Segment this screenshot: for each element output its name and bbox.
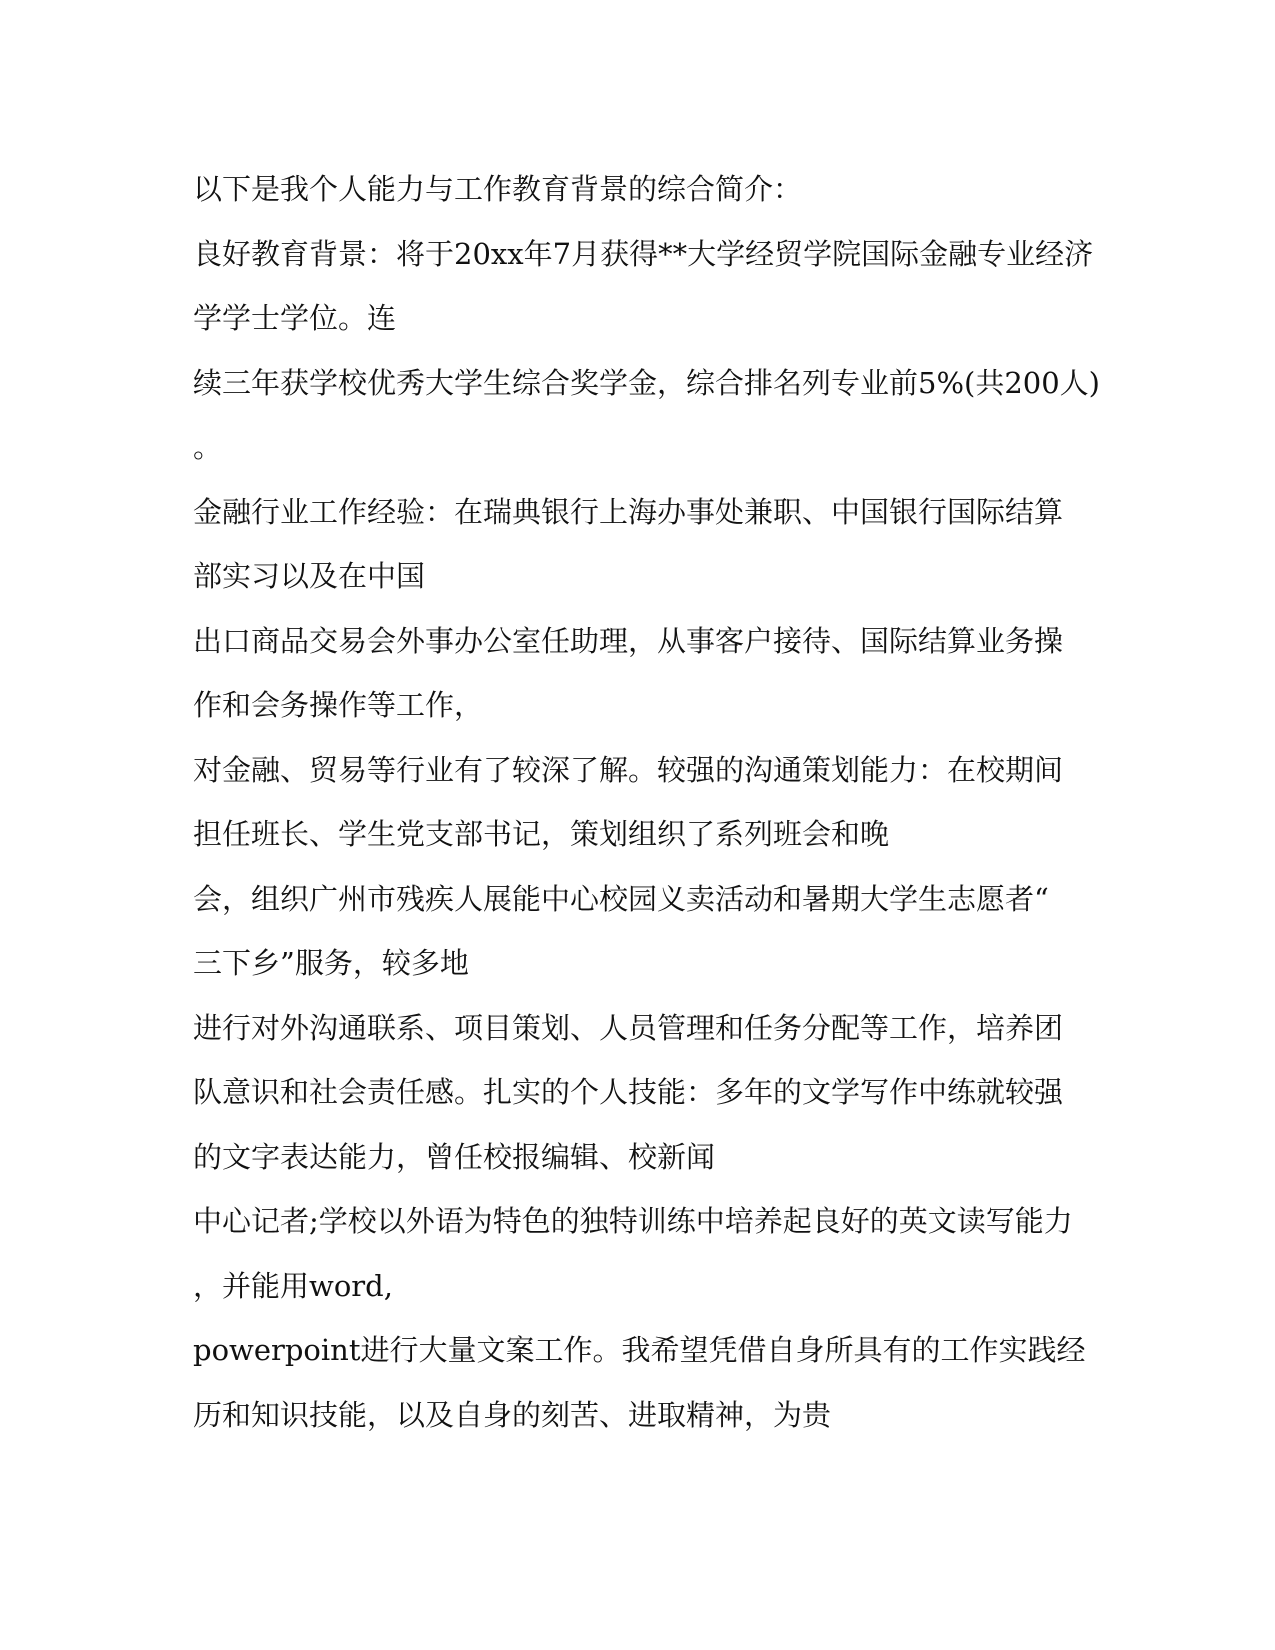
text-line: ，并能用word, <box>193 1268 393 1303</box>
text-line: 出口商品交易会外事办公室任助理，从事客户接待、国际结算业务操 <box>193 623 1064 658</box>
text-line: 以下是我个人能力与工作教育背景的综合简介： <box>193 172 803 206</box>
text-line: 中心记者;学校以外语为特色的独特训练中培养起良好的英文读写能力 <box>193 1204 1073 1238</box>
text-line: 。 <box>193 430 223 464</box>
text-line: 担任班长、学生党支部书记，策划组织了系列班会和晚 <box>193 817 890 851</box>
text-line: 队意识和社会责任感。扎实的个人技能：多年的文学写作中练就较强 <box>193 1075 1064 1109</box>
text-line: 三下乡”服务，较多地 <box>193 946 469 980</box>
text-line: 会，组织广州市残疾人展能中心校园义卖活动和暑期大学生志愿者“ <box>193 881 1049 916</box>
text-line: 部实习以及在中国 <box>193 559 426 593</box>
text-line: 作和会务操作等工作， <box>193 688 484 722</box>
text-line: 学学士学位。连 <box>193 301 397 335</box>
text-line: 续三年获学校优秀大学生综合奖学金，综合排名列专业前5%(共200人) <box>193 365 1100 400</box>
document-body <box>193 162 1100 1452</box>
text-line: 对金融、贸易等行业有了较深了解。较强的沟通策划能力：在校期间 <box>193 752 1064 787</box>
text-line: 金融行业工作经验：在瑞典银行上海办事处兼职、中国银行国际结算 <box>193 494 1064 529</box>
text-line: powerpoint进行大量文案工作。我希望凭借自身所具有的工作实践经 <box>193 1333 1086 1367</box>
text-line: 的文字表达能力，曾任校报编辑、校新闻 <box>193 1139 716 1174</box>
text-line: 历和知识技能，以及自身的刻苦、进取精神，为贵 <box>193 1397 832 1432</box>
text-line: 进行对外沟通联系、项目策划、人员管理和任务分配等工作，培养团 <box>193 1010 1064 1045</box>
text-line: 良好教育背景：将于20xx年7月获得**大学经贸学院国际金融专业经济 <box>193 236 1094 271</box>
